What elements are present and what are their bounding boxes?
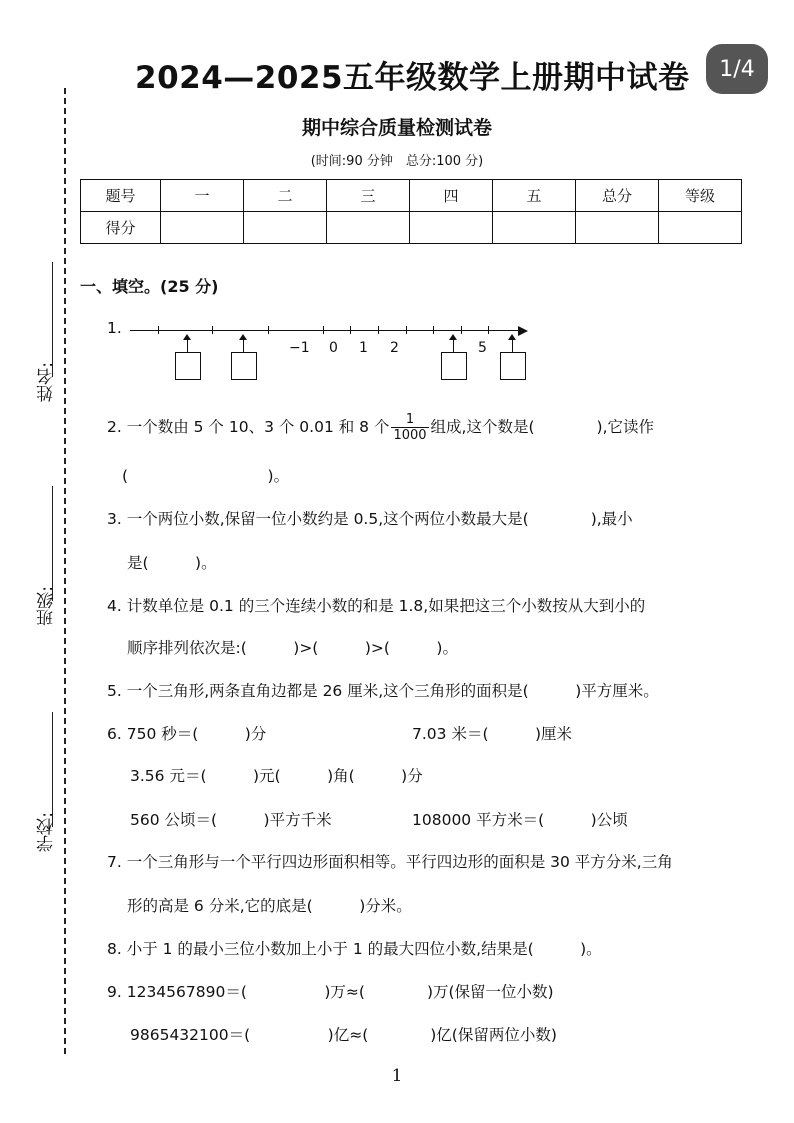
number-line-label: 1 xyxy=(359,340,368,356)
binding-dashed-line xyxy=(64,88,66,1054)
name-write-line[interactable] xyxy=(52,262,53,377)
table-cell: 题号 xyxy=(81,180,161,212)
number-line-label: 0 xyxy=(329,340,338,356)
q1-number: 1. xyxy=(107,319,122,337)
q3-line1[interactable]: 3. 一个两位小数,保留一位小数约是 0.5,这个两位小数最大是( ),最小 xyxy=(107,510,633,528)
answer-box[interactable] xyxy=(231,352,257,380)
answer-box[interactable] xyxy=(500,352,526,380)
exam-title: 2024—2025五年级数学上册期中试卷 xyxy=(135,60,690,96)
q6-b[interactable]: 7.03 米＝( )厘米 xyxy=(412,725,573,743)
up-arrow-shaft xyxy=(187,339,188,353)
table-cell: 三 xyxy=(327,180,410,212)
tick xyxy=(212,326,213,334)
tick xyxy=(158,326,159,334)
q9-line2[interactable]: 9865432100＝( )亿≈( )亿(保留两位小数) xyxy=(130,1026,557,1044)
score-table-score-row xyxy=(81,212,742,244)
page-badge: 1/4 xyxy=(706,44,768,94)
name-label: 姓名: xyxy=(37,362,57,402)
answer-box[interactable] xyxy=(175,352,201,380)
q2-line1 xyxy=(107,412,654,443)
number-line-label: −1 xyxy=(289,340,310,356)
class-write-line[interactable] xyxy=(52,486,53,601)
tick xyxy=(323,326,324,334)
q4-line1: 4. 计数单位是 0.1 的三个连续小数的和是 1.8,如果把这三个小数按从大到小的 xyxy=(107,597,646,615)
q2-text-b: 组成,这个数是( ),它读作 xyxy=(430,418,654,436)
table-cell: 得分 xyxy=(81,212,161,244)
q2-text-a: 2. 一个数由 5 个 10、3 个 0.01 和 8 个 xyxy=(107,418,390,436)
q9-line1[interactable]: 9. 1234567890＝( )万≈( )万(保留一位小数) xyxy=(107,983,554,1001)
table-cell: 一 xyxy=(161,180,244,212)
score-cell[interactable] xyxy=(659,212,742,244)
tick xyxy=(488,326,489,334)
answer-box[interactable] xyxy=(441,352,467,380)
score-table xyxy=(80,179,742,244)
q8-line1[interactable]: 8. 小于 1 的最小三位小数加上小于 1 的最大四位小数,结果是( )。 xyxy=(107,940,602,958)
exam-subtitle: 期中综合质量检测试卷 xyxy=(301,117,492,139)
school-label: 学校: xyxy=(37,812,57,852)
tick xyxy=(461,326,462,334)
tick xyxy=(433,326,434,334)
number-line-label: 2 xyxy=(390,340,399,356)
q7-line1: 7. 一个三角形与一个平行四边形面积相等。平行四边形的面积是 30 平方分米,三角 xyxy=(107,853,673,871)
tick xyxy=(406,326,407,334)
table-cell: 四 xyxy=(410,180,493,212)
fraction-numerator: 1 xyxy=(391,412,428,428)
school-write-line[interactable] xyxy=(52,712,53,827)
fraction-denominator: 1000 xyxy=(393,428,427,443)
up-arrow-shaft xyxy=(453,339,454,353)
class-label: 班级: xyxy=(37,586,57,626)
score-cell[interactable] xyxy=(410,212,493,244)
up-arrow-shaft xyxy=(243,339,244,353)
q6-c[interactable]: 3.56 元＝( )元( )角( )分 xyxy=(130,767,423,785)
page-number: 1 xyxy=(391,1066,403,1086)
score-cell[interactable] xyxy=(576,212,659,244)
number-line-label: 5 xyxy=(478,340,487,356)
q6-d[interactable]: 560 公顷＝( )平方千米 xyxy=(130,811,332,829)
q2-line2[interactable]: ( )。 xyxy=(122,467,290,485)
tick xyxy=(268,326,269,334)
score-table-header-row xyxy=(81,180,742,212)
q5-line1[interactable]: 5. 一个三角形,两条直角边都是 26 厘米,这个三角形的面积是( )平方厘米。 xyxy=(107,682,659,700)
q7-line2[interactable]: 形的高是 6 分米,它的底是( )分米。 xyxy=(127,897,412,915)
time-info: (时间:90 分钟 总分:100 分) xyxy=(310,154,484,169)
tick xyxy=(378,326,379,334)
table-cell: 五 xyxy=(493,180,576,212)
fraction xyxy=(391,412,428,443)
q6-a[interactable]: 6. 750 秒＝( )分 xyxy=(107,725,267,743)
table-cell: 二 xyxy=(244,180,327,212)
q4-line2[interactable]: 顺序排列依次是:( )>( )>( )。 xyxy=(127,639,458,657)
table-cell: 等级 xyxy=(659,180,742,212)
score-cell[interactable] xyxy=(161,212,244,244)
table-cell: 总分 xyxy=(576,180,659,212)
q3-line2[interactable]: 是( )。 xyxy=(127,554,217,572)
score-cell[interactable] xyxy=(244,212,327,244)
section-title: 一、填空。(25 分) xyxy=(80,277,219,296)
tick xyxy=(350,326,351,334)
score-cell[interactable] xyxy=(493,212,576,244)
up-arrow-shaft xyxy=(512,339,513,353)
number-line-arrow-icon xyxy=(518,326,528,336)
q6-e[interactable]: 108000 平方米＝( )公顷 xyxy=(412,811,628,829)
score-cell[interactable] xyxy=(327,212,410,244)
